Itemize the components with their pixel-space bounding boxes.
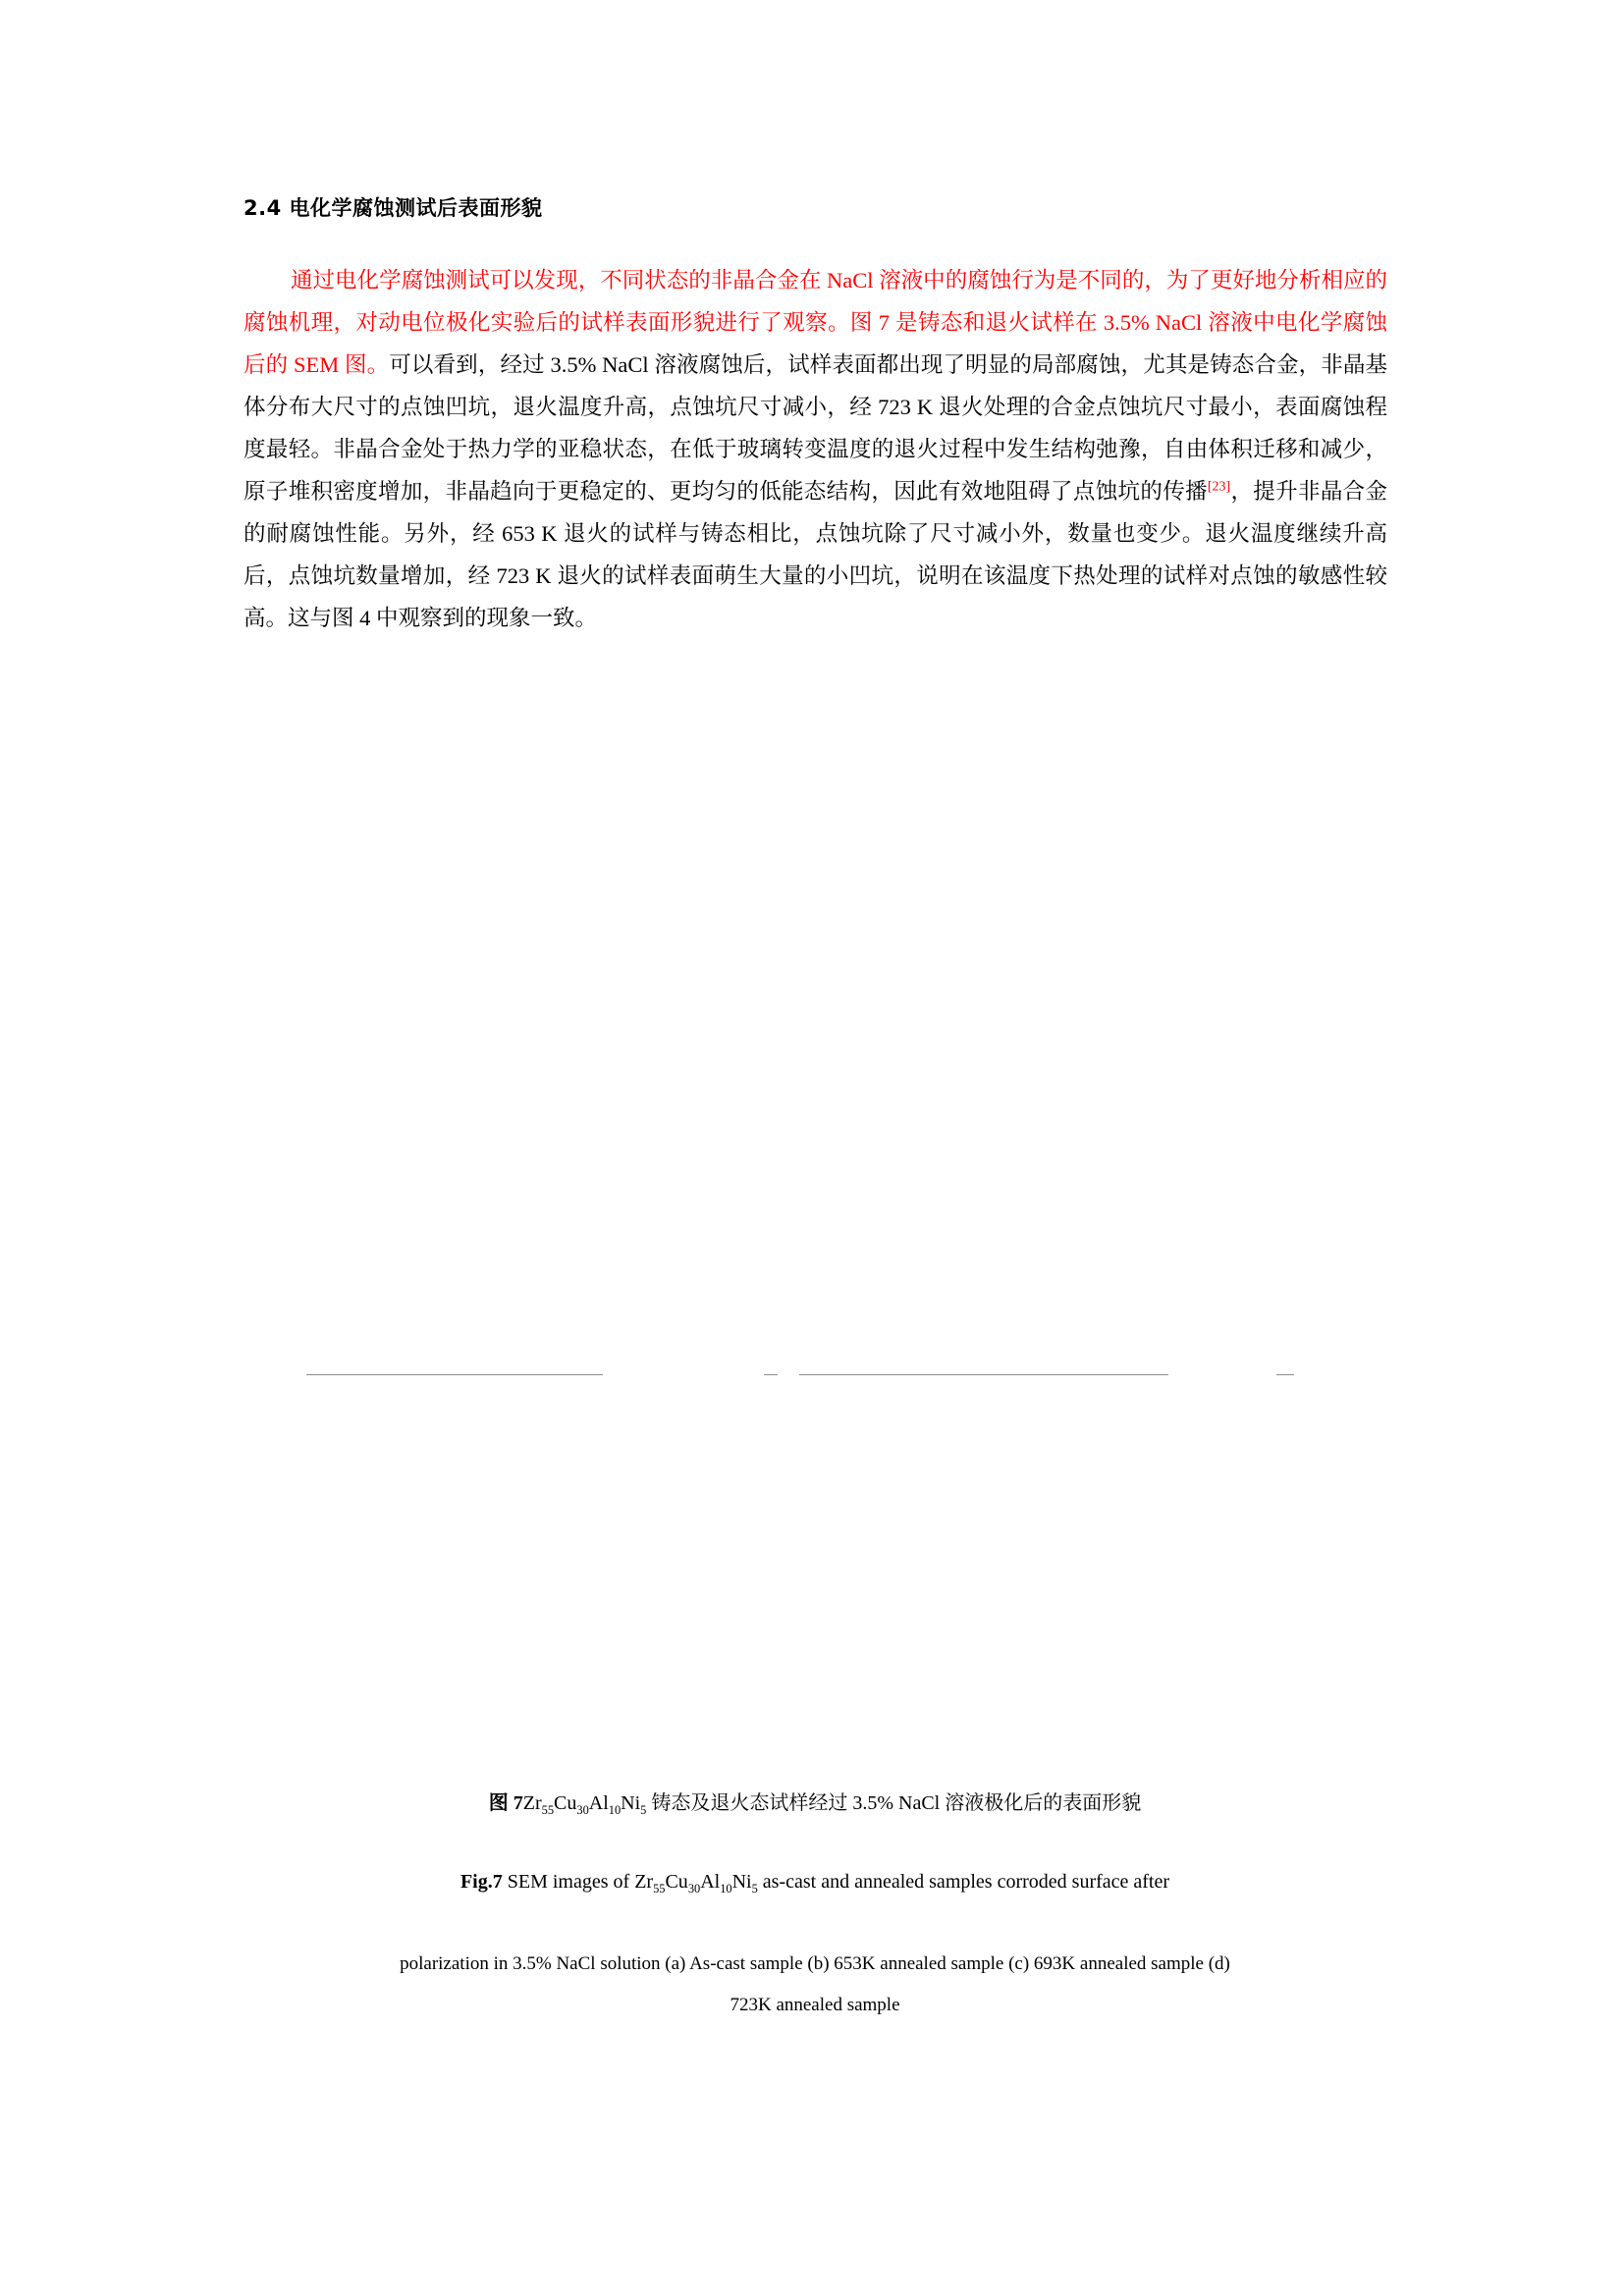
formula-en-cu-sub: 30	[687, 1882, 701, 1896]
body-paragraph	[243, 259, 1387, 639]
figure-rule-b	[764, 1374, 778, 1375]
formula-cu: Cu	[554, 1792, 577, 1814]
figure-caption-cn-tail: 铸态及退火态试样经过 3.5% NaCl 溶液极化后的表面形貌	[646, 1792, 1142, 1814]
reference-marker: [23]	[1207, 479, 1231, 495]
figure-image-area	[243, 883, 1387, 1767]
figure-caption-en-lines	[177, 1944, 1453, 2026]
paragraph-red-segment: 通过电化学腐蚀测试可以发现，不同状态的非晶合金在 NaCl 溶液中的腐蚀行为是不同的，为了更好地分析相应的腐蚀机理，对动电位极化实验后的试样表面形貌进行了观察。图 7 是铸态和退火试样在 3.5% NaCl 溶液中电化学腐蚀后的 SEM 图。	[243, 268, 1387, 377]
formula-en-al: Al	[700, 1871, 721, 1893]
figure-caption-cn-label: 图 7	[488, 1792, 523, 1814]
paragraph-black-segment-2: ，提升非晶合金的耐腐蚀性能。另外，经 653 K 退火的试样与铸态相比，点蚀坑除了尺寸减小外，数量也变少。退火温度继续升高后，点蚀坑数量增加，经 723 K 退火的试样表面萌生大量的小凹坑，说明在该温度下热处理的试样对点蚀的敏感性较高。这与图 4 中观察到的现象一致。	[243, 479, 1387, 630]
figure-caption-en-head: SEM images of	[502, 1871, 635, 1893]
figure-caption-en-line3: 723K annealed sample	[730, 1995, 900, 2015]
figure-rule-a	[306, 1374, 603, 1375]
figure-rule-c	[799, 1374, 1168, 1375]
formula-en-ni: Ni	[731, 1871, 752, 1893]
formula-al: Al	[588, 1792, 609, 1814]
formula-en-ni-sub: 5	[751, 1882, 758, 1896]
figure-caption-cn	[177, 1787, 1453, 1820]
figure-caption-en-line2: polarization in 3.5% NaCl solution (a) As-cast sample (b) 653K annealed sample (c) 693K annealed sample (d)	[400, 1953, 1230, 1974]
figure-caption-en-tail: as-cast and annealed samples corroded surface after	[757, 1871, 1170, 1893]
formula-en-zr-sub: 55	[653, 1882, 666, 1896]
formula-en-al-sub: 10	[720, 1882, 732, 1896]
figure-rule-d	[1276, 1374, 1294, 1375]
figure-caption-block	[177, 1787, 1453, 2026]
formula-zr: Zr	[522, 1792, 542, 1814]
figure-caption-en	[177, 1865, 1453, 1898]
figure-caption-en-label: Fig.7	[460, 1871, 503, 1893]
paragraph-black-segment-1: 可以看到，经过 3.5% NaCl 溶液腐蚀后，试样表面都出现了明显的局部腐蚀，尤其是铸态合金，非晶基体分布大尺寸的点蚀凹坑，退火温度升高，点蚀坑尺寸减小，经 723 K 退火处理的合金点蚀坑尺寸最小，表面腐蚀程度最轻。非晶合金处于热力学的亚稳状态，在低于玻璃转变温度的退火过程中发生结构弛豫，自由体积迁移和减少，原子堆积密度增加，非晶趋向于更稳定的、更均匀的低能态结构，因此有效地阻碍了点蚀坑的传播	[243, 352, 1387, 504]
formula-al-sub: 10	[608, 1803, 622, 1817]
page-content	[243, 192, 1387, 639]
formula-ni-sub: 5	[640, 1803, 647, 1817]
section-heading: 2.4 电化学腐蚀测试后表面形貌	[243, 196, 543, 220]
formula-en-cu: Cu	[665, 1871, 688, 1893]
formula-ni: Ni	[621, 1792, 641, 1814]
formula-cu-sub: 30	[576, 1803, 589, 1817]
formula-en-zr: Zr	[634, 1871, 654, 1893]
formula-zr-sub: 55	[541, 1803, 555, 1817]
